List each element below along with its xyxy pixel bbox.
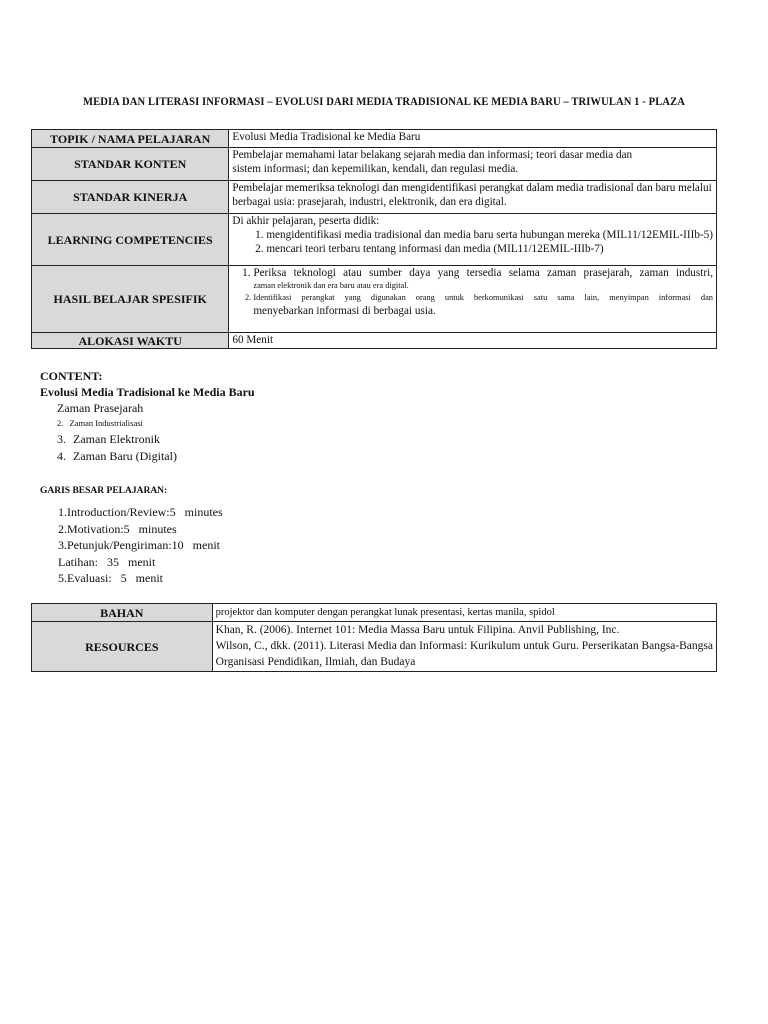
topik-label: TOPIK / NAMA PELAJARAN (32, 130, 229, 148)
resource-line-3: Organisasi Pendidikan, Ilmiah, dan Budaya (215, 656, 416, 668)
resources-cell (212, 622, 716, 672)
list-text: Zaman Elektronik (73, 432, 160, 446)
list-item (40, 448, 255, 464)
standar-kinerja-label: STANDAR KINERJA (32, 181, 229, 214)
resources-table (31, 603, 717, 672)
standar-kinerja-cell (229, 181, 717, 214)
list-item: 1.Introduction/Review:5 minutes (58, 505, 223, 519)
list-item (40, 416, 255, 430)
hasil-belajar-label: HASIL BELAJAR SPESIFIK (32, 266, 229, 333)
table-row (32, 214, 717, 266)
content-section (40, 368, 255, 464)
learning-competencies-list (232, 228, 713, 256)
table-row (32, 266, 717, 333)
alokasi-value: 60 Menit (229, 333, 717, 349)
lesson-outline (58, 504, 223, 587)
list-item: 2.Motivation:5 minutes (58, 521, 177, 536)
content-heading: CONTENT: (40, 369, 103, 383)
list-item: 1. mengidentifikasi media tradisional dan media baru serta hubungan mereka (MIL11/12EMIL-IIIb-5) (266, 228, 713, 242)
list-item (253, 291, 713, 320)
learning-competencies-cell (229, 214, 717, 266)
topik-value: Evolusi Media Tradisional ke Media Baru (229, 130, 717, 148)
hasil-item-2-line-2: menyebarkan informasi di berbagai usia. (253, 305, 436, 317)
bahan-value: projektor dan komputer dengan perangkat lunak presentasi, kertas manila, spidol (212, 604, 716, 622)
standar-kinerja-line-2: berbagai usia: prasejarah, industri, elektronik, dan era digital. (232, 196, 507, 208)
hasil-belajar-cell (229, 266, 717, 333)
content-subheading: Evolusi Media Tradisional ke Media Baru (40, 385, 255, 399)
document-title: MEDIA DAN LITERASI INFORMASI – EVOLUSI DARI MEDIA TRADISIONAL KE MEDIA BARU – TRIWULAN 1 - PLAZA (83, 96, 685, 108)
table-row (32, 148, 717, 181)
list-text: Zaman Industrialisasi (69, 418, 143, 428)
resource-line-1: Khan, R. (2006). Internet 101: Media Massa Baru untuk Filipina. Anvil Publishing, Inc. (215, 624, 620, 636)
table-row (32, 130, 717, 148)
list-item (253, 266, 713, 291)
list-item (40, 430, 255, 448)
hasil-item-1-line-1: 1. Periksa teknologi atau sumber daya yang tersedia selama zaman prasejarah, zaman industri, (253, 267, 713, 279)
list-number: 2. (57, 418, 64, 428)
resources-label: RESOURCES (32, 622, 213, 672)
list-text: Zaman Baru (Digital) (73, 449, 177, 463)
standar-kinerja-line-1: Pembelajar memeriksa teknologi dan mengidentifikasi perangkat dalam media tradisional dan baru melalui (232, 182, 712, 194)
list-number: 3. (57, 432, 66, 446)
standar-konten-cell (229, 148, 717, 181)
list-item: 3.Petunjuk/Pengiriman:10 menit (58, 538, 220, 552)
table-row (32, 604, 717, 622)
list-item: 5.Evaluasi: 5 menit (58, 571, 163, 585)
table-row (32, 181, 717, 214)
learning-competencies-intro: Di akhir pelajaran, peserta didik: (232, 215, 380, 227)
resource-line-2: Wilson, C., dkk. (2011). Literasi Media dan Informasi: Kurikulum untuk Guru. Perserikatan Bangsa-Bangsa (215, 640, 713, 652)
standar-konten-line-2: sistem informasi; dan kepemilikan, kendali, dan regulasi media. (232, 163, 519, 175)
lesson-info-table (31, 129, 717, 349)
list-item: 2. mencari teori terbaru tentang informasi dan media (MIL11/12EMIL-IIIb-7) (266, 242, 713, 256)
hasil-item-2-line-1: 2. Identifikasi perangkat yang digunakan orang untuk berkomunikasi satu sama lain, menyimpan informasi dan (253, 293, 713, 302)
table-row (32, 333, 717, 349)
learning-competencies-label: LEARNING COMPETENCIES (32, 214, 229, 266)
list-number: 4. (57, 449, 66, 463)
garis-heading: GARIS BESAR PELAJARAN: (40, 486, 168, 496)
list-item: Zaman Prasejarah (57, 401, 144, 415)
standar-konten-line-1: Pembelajar memahami latar belakang sejarah media dan informasi; teori dasar media dan (232, 149, 633, 161)
hasil-item-1-line-2: zaman elektronik dan era baru atau era digital. (253, 281, 409, 290)
bahan-label: BAHAN (32, 604, 213, 622)
alokasi-label: ALOKASI WAKTU (32, 333, 229, 349)
list-item: Latihan: 35 menit (58, 554, 156, 569)
standar-konten-label: STANDAR KONTEN (32, 148, 229, 181)
hasil-belajar-list (232, 266, 713, 320)
table-row (32, 622, 717, 672)
